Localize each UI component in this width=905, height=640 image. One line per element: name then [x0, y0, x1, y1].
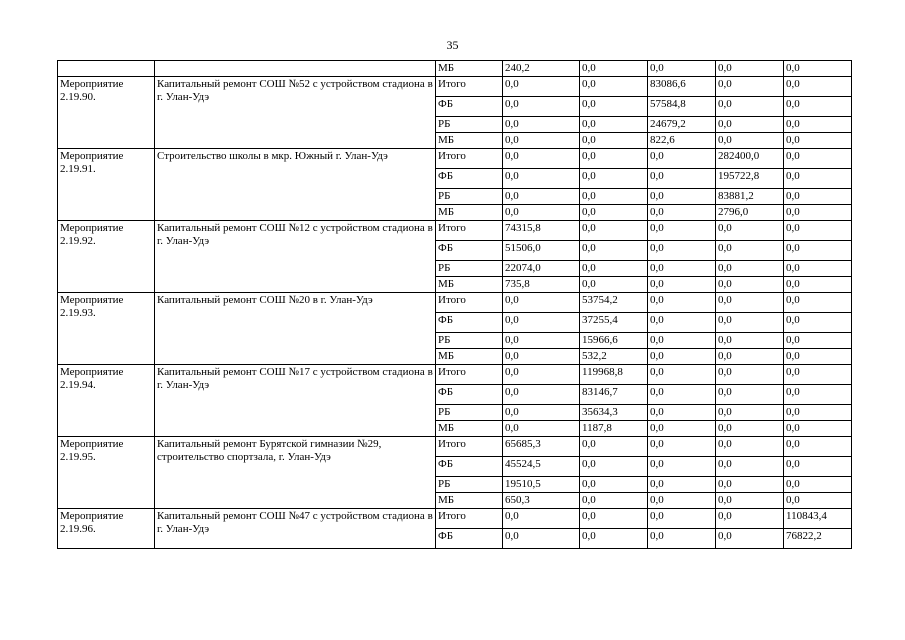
value-cell: 0,0 — [784, 277, 852, 293]
value-cell: 0,0 — [580, 61, 648, 77]
value-cell: 0,0 — [580, 117, 648, 133]
funding-source-cell: РБ — [436, 405, 503, 421]
funding-source-cell: Итого — [436, 293, 503, 313]
funding-source-cell: МБ — [436, 349, 503, 365]
funding-source-cell: МБ — [436, 421, 503, 437]
value-cell: 0,0 — [648, 261, 716, 277]
value-cell: 0,0 — [784, 421, 852, 437]
value-cell: 0,0 — [648, 205, 716, 221]
value-cell: 195722,8 — [716, 169, 784, 189]
value-cell: 0,0 — [784, 117, 852, 133]
event-code-cell: Мероприятие 2.19.96. — [58, 509, 155, 549]
funding-source-cell: Итого — [436, 365, 503, 385]
value-cell: 0,0 — [648, 509, 716, 529]
value-cell: 76822,2 — [784, 529, 852, 549]
value-cell: 0,0 — [648, 313, 716, 333]
event-code-cell: Мероприятие 2.19.90. — [58, 77, 155, 149]
funding-source-cell: ФБ — [436, 529, 503, 549]
value-cell: 0,0 — [503, 149, 580, 169]
event-code-cell: Мероприятие 2.19.95. — [58, 437, 155, 509]
value-cell: 0,0 — [580, 477, 648, 493]
value-cell: 0,0 — [580, 277, 648, 293]
table-row — [58, 293, 852, 313]
value-cell: 0,0 — [784, 205, 852, 221]
value-cell: 0,0 — [716, 437, 784, 457]
value-cell: 0,0 — [648, 349, 716, 365]
value-cell: 35634,3 — [580, 405, 648, 421]
funding-source-cell: МБ — [436, 61, 503, 77]
value-cell: 0,0 — [784, 241, 852, 261]
value-cell: 0,0 — [580, 169, 648, 189]
value-cell: 0,0 — [716, 261, 784, 277]
funding-source-cell: Итого — [436, 509, 503, 529]
value-cell: 0,0 — [784, 221, 852, 241]
value-cell: 0,0 — [580, 97, 648, 117]
value-cell: 0,0 — [580, 221, 648, 241]
value-cell: 0,0 — [648, 437, 716, 457]
value-cell: 0,0 — [503, 293, 580, 313]
value-cell: 0,0 — [648, 365, 716, 385]
value-cell: 0,0 — [784, 97, 852, 117]
value-cell: 0,0 — [503, 133, 580, 149]
value-cell: 0,0 — [716, 477, 784, 493]
event-name-cell: Капитальный ремонт СОШ №12 с устройством стадиона в г. Улан-Удэ — [155, 221, 436, 293]
event-code-cell: Мероприятие 2.19.93. — [58, 293, 155, 365]
value-cell: 0,0 — [784, 493, 852, 509]
value-cell: 0,0 — [648, 421, 716, 437]
event-name-cell: Капитальный ремонт СОШ №17 с устройством стадиона в г. Улан-Удэ — [155, 365, 436, 437]
value-cell: 22074,0 — [503, 261, 580, 277]
value-cell: 0,0 — [580, 149, 648, 169]
table-row — [58, 509, 852, 529]
value-cell: 0,0 — [716, 61, 784, 77]
value-cell: 0,0 — [503, 205, 580, 221]
value-cell: 83146,7 — [580, 385, 648, 405]
value-cell: 0,0 — [716, 97, 784, 117]
value-cell: 0,0 — [716, 117, 784, 133]
value-cell: 83086,6 — [648, 77, 716, 97]
value-cell: 2796,0 — [716, 205, 784, 221]
value-cell: 0,0 — [784, 457, 852, 477]
value-cell: 0,0 — [580, 437, 648, 457]
value-cell: 0,0 — [784, 293, 852, 313]
event-name-cell: Капитальный ремонт СОШ №47 с устройством стадиона в г. Улан-Удэ — [155, 509, 436, 549]
value-cell: 0,0 — [716, 457, 784, 477]
funding-source-cell: Итого — [436, 149, 503, 169]
event-code-cell: Мероприятие 2.19.92. — [58, 221, 155, 293]
value-cell: 0,0 — [716, 405, 784, 421]
funding-source-cell: РБ — [436, 333, 503, 349]
value-cell: 0,0 — [503, 349, 580, 365]
value-cell: 0,0 — [784, 405, 852, 421]
value-cell: 0,0 — [648, 405, 716, 421]
value-cell: 0,0 — [716, 293, 784, 313]
value-cell: 0,0 — [716, 493, 784, 509]
value-cell: 0,0 — [503, 313, 580, 333]
value-cell: 0,0 — [716, 133, 784, 149]
event-name-cell — [155, 61, 436, 77]
value-cell: 735,8 — [503, 277, 580, 293]
value-cell: 0,0 — [503, 405, 580, 421]
funding-source-cell: Итого — [436, 221, 503, 241]
value-cell: 650,3 — [503, 493, 580, 509]
funding-source-cell: РБ — [436, 261, 503, 277]
value-cell: 0,0 — [784, 261, 852, 277]
value-cell: 0,0 — [716, 509, 784, 529]
value-cell: 0,0 — [784, 169, 852, 189]
value-cell: 0,0 — [716, 221, 784, 241]
value-cell: 0,0 — [648, 333, 716, 349]
funding-source-cell: ФБ — [436, 313, 503, 333]
value-cell: 0,0 — [784, 313, 852, 333]
value-cell: 0,0 — [716, 365, 784, 385]
value-cell: 0,0 — [503, 421, 580, 437]
value-cell: 0,0 — [648, 241, 716, 261]
value-cell: 24679,2 — [648, 117, 716, 133]
value-cell: 0,0 — [580, 261, 648, 277]
event-name-cell: Капитальный ремонт СОШ №20 в г. Улан-Удэ — [155, 293, 436, 365]
value-cell: 0,0 — [503, 97, 580, 117]
value-cell: 0,0 — [648, 477, 716, 493]
table-row — [58, 61, 852, 77]
event-code-cell: Мероприятие 2.19.91. — [58, 149, 155, 221]
value-cell: 0,0 — [648, 493, 716, 509]
table-row — [58, 77, 852, 97]
event-name-cell: Капитальный ремонт Бурятской гимназии №29, строительство спортзала, г. Улан-Удэ — [155, 437, 436, 509]
value-cell: 0,0 — [648, 169, 716, 189]
value-cell: 0,0 — [648, 61, 716, 77]
value-cell: 0,0 — [648, 277, 716, 293]
value-cell: 1187,8 — [580, 421, 648, 437]
value-cell: 0,0 — [784, 333, 852, 349]
value-cell: 822,6 — [648, 133, 716, 149]
value-cell: 0,0 — [784, 189, 852, 205]
funding-source-cell: ФБ — [436, 457, 503, 477]
value-cell: 119968,8 — [580, 365, 648, 385]
value-cell: 0,0 — [716, 529, 784, 549]
event-code-cell: Мероприятие 2.19.94. — [58, 365, 155, 437]
table-row — [58, 365, 852, 385]
value-cell: 0,0 — [716, 277, 784, 293]
value-cell: 0,0 — [648, 221, 716, 241]
value-cell: 0,0 — [648, 457, 716, 477]
value-cell: 0,0 — [580, 205, 648, 221]
value-cell: 0,0 — [648, 149, 716, 169]
funding-source-cell: МБ — [436, 493, 503, 509]
value-cell: 0,0 — [503, 333, 580, 349]
funding-source-cell: РБ — [436, 117, 503, 133]
value-cell: 0,0 — [580, 529, 648, 549]
funding-source-cell: Итого — [436, 77, 503, 97]
value-cell: 0,0 — [580, 77, 648, 97]
funding-source-cell: МБ — [436, 277, 503, 293]
value-cell: 0,0 — [716, 313, 784, 333]
value-cell: 0,0 — [784, 61, 852, 77]
value-cell: 0,0 — [648, 293, 716, 313]
value-cell: 0,0 — [580, 457, 648, 477]
value-cell: 282400,0 — [716, 149, 784, 169]
table-row — [58, 221, 852, 241]
funding-source-cell: ФБ — [436, 169, 503, 189]
value-cell: 0,0 — [580, 241, 648, 261]
value-cell: 15966,6 — [580, 333, 648, 349]
value-cell: 110843,4 — [784, 509, 852, 529]
value-cell: 51506,0 — [503, 241, 580, 261]
value-cell: 45524,5 — [503, 457, 580, 477]
value-cell: 0,0 — [503, 509, 580, 529]
value-cell: 240,2 — [503, 61, 580, 77]
value-cell: 0,0 — [784, 437, 852, 457]
value-cell: 0,0 — [784, 133, 852, 149]
funding-source-cell: РБ — [436, 189, 503, 205]
value-cell: 0,0 — [716, 77, 784, 97]
value-cell: 0,0 — [580, 509, 648, 529]
event-name-cell: Строительство школы в мкр. Южный г. Улан-Удэ — [155, 149, 436, 221]
value-cell: 0,0 — [503, 385, 580, 405]
value-cell: 0,0 — [648, 189, 716, 205]
value-cell: 0,0 — [716, 385, 784, 405]
value-cell: 0,0 — [716, 421, 784, 437]
value-cell: 83881,2 — [716, 189, 784, 205]
value-cell: 65685,3 — [503, 437, 580, 457]
value-cell: 0,0 — [716, 349, 784, 365]
value-cell: 53754,2 — [580, 293, 648, 313]
value-cell: 0,0 — [580, 493, 648, 509]
funding-source-cell: ФБ — [436, 241, 503, 261]
value-cell: 0,0 — [784, 149, 852, 169]
funding-source-cell: Итого — [436, 437, 503, 457]
funding-source-cell: РБ — [436, 477, 503, 493]
funding-source-cell: ФБ — [436, 97, 503, 117]
value-cell: 0,0 — [648, 529, 716, 549]
value-cell: 0,0 — [503, 529, 580, 549]
value-cell: 0,0 — [503, 169, 580, 189]
page-number: 35 — [446, 38, 459, 52]
event-code-cell — [58, 61, 155, 77]
value-cell: 0,0 — [784, 77, 852, 97]
table-row — [58, 149, 852, 169]
value-cell: 0,0 — [503, 365, 580, 385]
value-cell: 0,0 — [784, 477, 852, 493]
funding-table — [57, 60, 852, 549]
funding-source-cell: МБ — [436, 205, 503, 221]
value-cell: 0,0 — [716, 333, 784, 349]
value-cell: 532,2 — [580, 349, 648, 365]
value-cell: 0,0 — [503, 77, 580, 97]
value-cell: 37255,4 — [580, 313, 648, 333]
funding-source-cell: ФБ — [436, 385, 503, 405]
value-cell: 19510,5 — [503, 477, 580, 493]
value-cell: 57584,8 — [648, 97, 716, 117]
value-cell: 0,0 — [580, 133, 648, 149]
table-row — [58, 437, 852, 457]
value-cell: 0,0 — [648, 385, 716, 405]
value-cell: 0,0 — [716, 241, 784, 261]
value-cell: 74315,8 — [503, 221, 580, 241]
funding-source-cell: МБ — [436, 133, 503, 149]
value-cell: 0,0 — [580, 189, 648, 205]
value-cell: 0,0 — [784, 365, 852, 385]
value-cell: 0,0 — [503, 189, 580, 205]
event-name-cell: Капитальный ремонт СОШ №52 с устройством стадиона в г. Улан-Удэ — [155, 77, 436, 149]
value-cell: 0,0 — [503, 117, 580, 133]
value-cell: 0,0 — [784, 385, 852, 405]
value-cell: 0,0 — [784, 349, 852, 365]
